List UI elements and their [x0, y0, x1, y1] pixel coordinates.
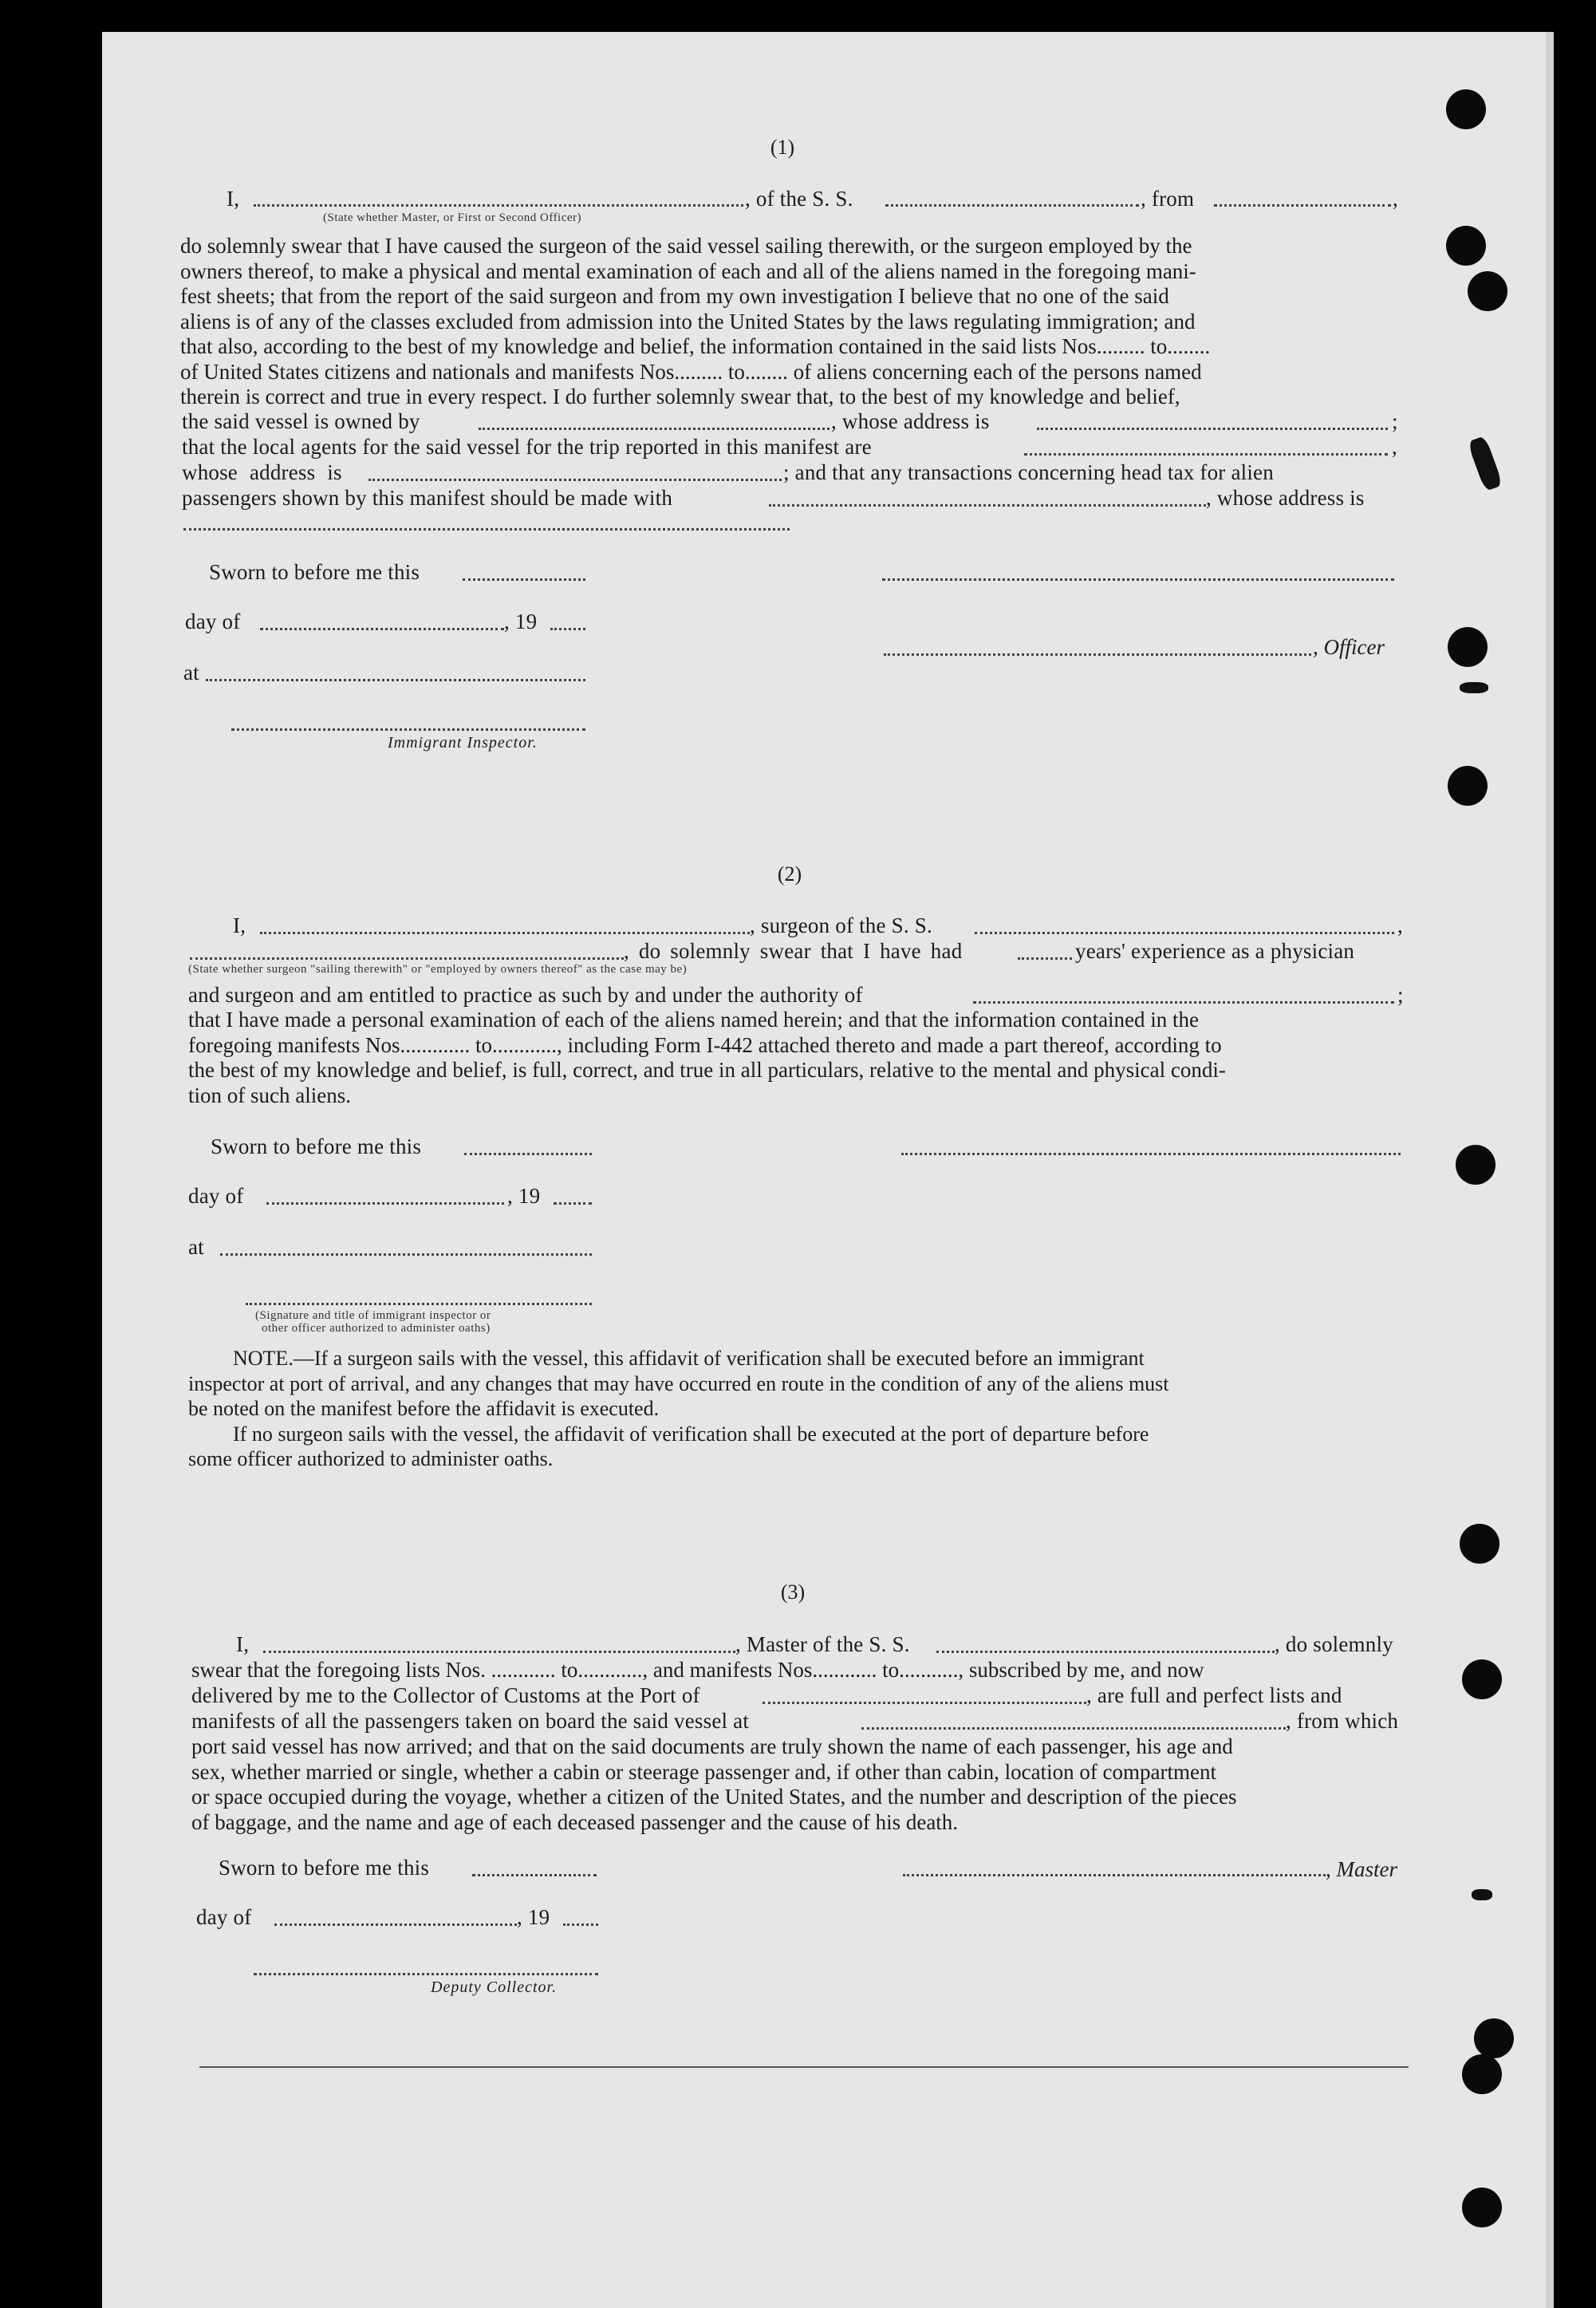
s1-blank-head-tax — [769, 504, 1206, 507]
s3-master-signature-line — [903, 1874, 1326, 1876]
s3-blank-boarded — [861, 1727, 1286, 1730]
s1-blank-sworn-date — [463, 578, 585, 581]
s1-blank-name — [254, 204, 743, 207]
s2-signature-line — [246, 1303, 592, 1305]
s1-year: , 19 — [504, 610, 538, 633]
s3-blank-port — [763, 1702, 1086, 1704]
s3-sworn: Sworn to before me this — [219, 1856, 430, 1880]
s1-local-agents: that the local agents for the said vessel for the trip reported in this manifest are — [182, 435, 872, 459]
punch-hole — [1462, 2054, 1502, 2094]
s1-owned-by: the said vessel is owned by — [182, 409, 420, 433]
s1-passengers: passengers shown by this manifest should be made with — [182, 486, 673, 510]
s1-whose-address-is: whose address is — [182, 460, 342, 484]
s2-blank-surgeon-type — [190, 957, 624, 960]
s3-blank-vessel — [936, 1651, 1275, 1653]
s3-from-which: , from which — [1286, 1709, 1399, 1733]
s3-day-of: day of — [196, 1905, 252, 1929]
s3-blank-month — [274, 1923, 517, 1926]
s1-blank-agents — [1024, 453, 1388, 456]
s1-i: I, — [227, 187, 240, 211]
s3-full-lists: , are full and perfect lists and — [1086, 1683, 1342, 1707]
s1-oath-text: do solemnly swear that I have caused the surgeon of the said vessel sailing therewith, or the surgeon employed by the owners thereof, to make a physical and mental examination of each and all of the aliens named in the foregoing mani- fest sheets; that from the report of the said surgeon and from my own investigation I believe that no one of the said aliens is of any of the classes excluded from admission into the United States by the laws regulating immigration; and that also, according to the best of my knowledge and belief, the information contained in the said lists Nos......... to........ of United States citizens and nationals and manifests Nos......... to........ of aliens concerning each of the persons named therein is correct and true in every respect. I do further solemnly swear that, to the best of my knowledge and belief, — [180, 234, 1211, 408]
s2-authority: and surgeon and am entitled to practice as such by and under the authority of — [188, 983, 863, 1007]
page-edge — [1546, 32, 1554, 2308]
s3-boarded-label: manifests of all the passengers taken on board the said vessel at — [191, 1709, 750, 1733]
punch-hole — [1448, 766, 1488, 806]
punch-hole — [1446, 226, 1486, 266]
s3-blank-year — [563, 1923, 598, 1926]
s3-do-solemnly: , do solemnly — [1275, 1632, 1393, 1656]
s1-comma: , — [1393, 187, 1398, 211]
s3-oath-text: port said vessel has now arrived; and that on the said documents are truly shown the name of each passenger, his age and sex, whether married or single, whether a cabin or steerage passenger and, if other than cabin, location of compartment or space occupied during the voyage, whether a citizen of the United States, and the number and description of the pieces of baggage, and the name and age of each deceased passenger and the cause of his death. — [191, 1734, 1237, 1834]
punch-hole — [1474, 2018, 1514, 2058]
s3-line2: swear that the foregoing lists Nos. ............ to............, and manifests Nos............ to..........., subscribed by me, and now — [191, 1658, 1204, 1682]
s2-sig-caption-2: other officer authorized to administer oaths) — [262, 1322, 491, 1335]
punch-hole — [1462, 2188, 1502, 2227]
s1-whose-address-end: , whose address is — [1206, 486, 1365, 510]
s1-blank-owner-address — [1037, 428, 1388, 430]
s2-surgeon-of: , surgeon of the S. S. — [750, 913, 932, 937]
section-2-number: (2) — [777, 862, 802, 886]
section-3-number: (3) — [780, 1580, 806, 1604]
s1-blank-from — [1214, 204, 1391, 207]
s1-whose-address: , whose address is — [831, 409, 990, 433]
s2-blank-authority — [973, 1001, 1394, 1004]
s2-blank-vessel — [975, 932, 1394, 934]
ink-smudge — [1472, 1889, 1492, 1900]
s1-blank-final-address — [183, 528, 790, 531]
s1-blank-vessel — [885, 204, 1139, 207]
s1-blank-agents-address — [368, 479, 782, 481]
s3-blank-sworn-date — [472, 1874, 597, 1876]
s2-blank-place — [220, 1253, 592, 1256]
s1-head-tax: ; and that any transactions concerning head tax for alien — [783, 460, 1274, 484]
s3-port-label: delivered by me to the Collector of Customs at the Port of — [191, 1683, 700, 1707]
punch-hole — [1446, 89, 1486, 129]
s1-inspector-title: Immigrant Inspector. — [388, 734, 538, 752]
s2-caption: (State whether surgeon "sailing therewith" or "employed by owners thereof" as the case may be) — [188, 963, 688, 976]
s3-deputy-title: Deputy Collector. — [431, 1979, 558, 1996]
bottom-rule — [199, 2066, 1409, 2068]
s1-day-of: day of — [185, 610, 241, 633]
s1-semicolon: ; — [1392, 409, 1398, 433]
punch-hole — [1462, 1659, 1502, 1699]
s1-officer: , Officer — [1313, 635, 1385, 659]
section-1-number: (1) — [770, 136, 795, 159]
ink-smudge — [1460, 682, 1488, 693]
s3-blank-name — [263, 1651, 735, 1653]
s3-master-of: , Master of the S. S. — [735, 1632, 910, 1656]
s2-day-of: day of — [188, 1184, 244, 1208]
s2-years-exp: years' experience as a physician — [1075, 939, 1355, 963]
s1-blank-owner — [479, 428, 830, 430]
s2-note: NOTE.—If a surgeon sails with the vessel, this affidavit of verification shall be executed before an immigrant inspector at port of arrival, and any changes that may have occurred en route in the condition of any of the aliens must be noted on the manifest before the affidavit is executed. If no surgeon sails with the vessel, the affidavit of verification shall be executed at the port of departure before some officer authorized to administer oaths. — [188, 1347, 1169, 1470]
s1-blank-year — [550, 628, 585, 630]
punch-hole — [1448, 627, 1488, 667]
s2-semicolon: ; — [1397, 983, 1404, 1007]
s2-blank-year — [554, 1202, 592, 1205]
punch-hole — [1468, 271, 1507, 311]
s2-inspector-signature-line — [901, 1153, 1401, 1155]
s3-i: I, — [236, 1632, 250, 1656]
s2-year: , 19 — [507, 1184, 541, 1208]
s2-blank-years — [1018, 957, 1072, 960]
s1-at: at — [183, 661, 199, 685]
s3-year: , 19 — [517, 1905, 550, 1929]
s2-oath-text: that I have made a personal examination of each of the aliens named herein; and that the information contained in the foregoing manifests Nos............. to............, including Form I-442 attached thereto and made a part thereof, according to the best of my knowledge and belief, is full, correct, and true in all particulars, relative to the mental and physical condi- tion of such aliens. — [188, 1008, 1226, 1107]
s2-i: I, — [233, 913, 246, 937]
s2-sig-caption-1: (Signature and title of immigrant inspector or — [255, 1309, 491, 1322]
s1-of-ss: , of the S. S. — [745, 187, 853, 211]
s2-at: at — [188, 1235, 204, 1259]
s3-master: , Master — [1326, 1857, 1397, 1881]
s2-blank-sworn-date — [464, 1153, 592, 1155]
punch-hole — [1460, 1524, 1499, 1564]
s2-blank-name — [260, 932, 750, 934]
s1-sworn: Sworn to before me this — [209, 560, 420, 584]
s1-blank-month — [260, 628, 504, 630]
s2-do-solemnly: , do solemnly swear that I have had — [624, 939, 963, 963]
punch-hole — [1456, 1145, 1496, 1185]
s2-blank-month — [266, 1202, 504, 1205]
s1-from: , from — [1141, 187, 1195, 211]
s1-caption: (State whether Master, or First or Second Officer) — [323, 211, 582, 224]
s2-comma: , — [1397, 913, 1403, 937]
s1-officer-signature-line — [882, 578, 1394, 581]
s1-inspector-signature-line — [231, 728, 585, 731]
s1-comma2: , — [1392, 435, 1397, 459]
s1-officer-line — [884, 653, 1311, 656]
s3-collector-signature-line — [254, 1973, 598, 1975]
s1-blank-place — [206, 679, 585, 681]
s2-sworn: Sworn to before me this — [211, 1134, 422, 1158]
